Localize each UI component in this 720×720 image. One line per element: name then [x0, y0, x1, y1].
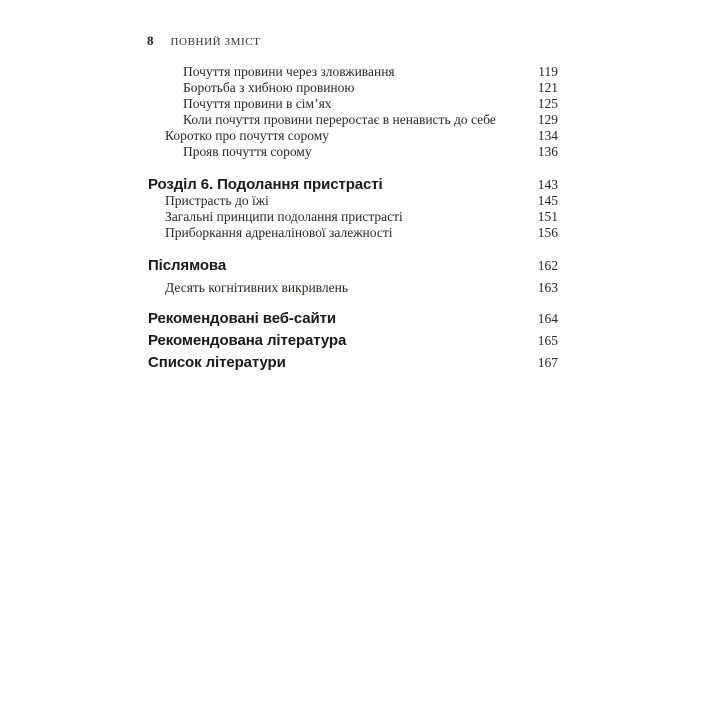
- toc-entry-title: Почуття провини в сім’ях: [183, 96, 332, 111]
- toc-entry: [148, 209, 558, 225]
- toc-entry-page: 165: [537, 333, 558, 348]
- running-title: ПОВНИЙ ЗМІСТ: [170, 36, 261, 48]
- toc-entry: [148, 310, 558, 327]
- toc-entry-title: Рекомендовані веб-сайти: [148, 310, 336, 327]
- toc-entry-title: Коротко про почуття сорому: [165, 128, 330, 143]
- toc-entry-title: Коли почуття провини переростає в ненависть до себе: [183, 112, 496, 127]
- toc-entry-page: 134: [537, 128, 558, 143]
- toc-entry-title: Загальні принципи подолання пристрасті: [165, 209, 403, 224]
- toc-entry: [148, 64, 558, 80]
- toc-entry: [148, 80, 558, 96]
- toc-entry-page: 119: [538, 64, 558, 79]
- toc-entry-title: Боротьба з хибною провиною: [183, 80, 355, 95]
- toc-entry: [148, 332, 558, 349]
- toc-entry: [148, 176, 558, 193]
- toc-entry-title: Приборкання адреналінової залежності: [165, 225, 393, 240]
- toc-entry-title: Список літератури: [148, 354, 286, 371]
- toc-entry: [148, 96, 558, 112]
- running-head: [147, 33, 261, 49]
- toc-entry: [148, 225, 558, 241]
- toc-entry-page: 136: [537, 144, 558, 159]
- toc-entry-title: Розділ 6. Подолання пристрасті: [148, 176, 383, 193]
- toc-entry: [148, 144, 558, 160]
- toc-entry-page: 164: [537, 311, 558, 326]
- toc-entry-title: Десять когнітивних викривлень: [165, 280, 348, 295]
- toc-entry-title: Рекомендована література: [148, 332, 347, 349]
- toc-entry-page: 156: [537, 225, 558, 240]
- toc-entry-page: 145: [537, 193, 558, 208]
- toc-entry-page: 167: [537, 355, 558, 370]
- toc-entry-page: 143: [537, 177, 558, 192]
- toc-entry: [148, 280, 558, 296]
- toc-entry-page: 125: [537, 96, 558, 111]
- toc-entry: [148, 354, 558, 371]
- toc-entry-title: Прояв почуття сорому: [183, 144, 312, 159]
- toc-entry: [148, 128, 558, 144]
- folio-number: 8: [147, 33, 154, 48]
- toc-entry-page: 121: [537, 80, 558, 95]
- table-of-contents: [148, 64, 558, 371]
- toc-entry: [148, 257, 558, 274]
- toc-entry-title: Післямова: [148, 257, 227, 274]
- toc-entry-page: 129: [537, 112, 558, 127]
- toc-entry: [148, 193, 558, 209]
- toc-entry-page: 162: [537, 258, 558, 273]
- toc-entry-title: Почуття провини через зловживання: [183, 64, 395, 79]
- toc-entry-page: 163: [537, 280, 558, 295]
- toc-entry: [148, 112, 558, 128]
- toc-entry-page: 151: [537, 209, 558, 224]
- toc-entry-title: Пристрасть до їжі: [165, 193, 269, 208]
